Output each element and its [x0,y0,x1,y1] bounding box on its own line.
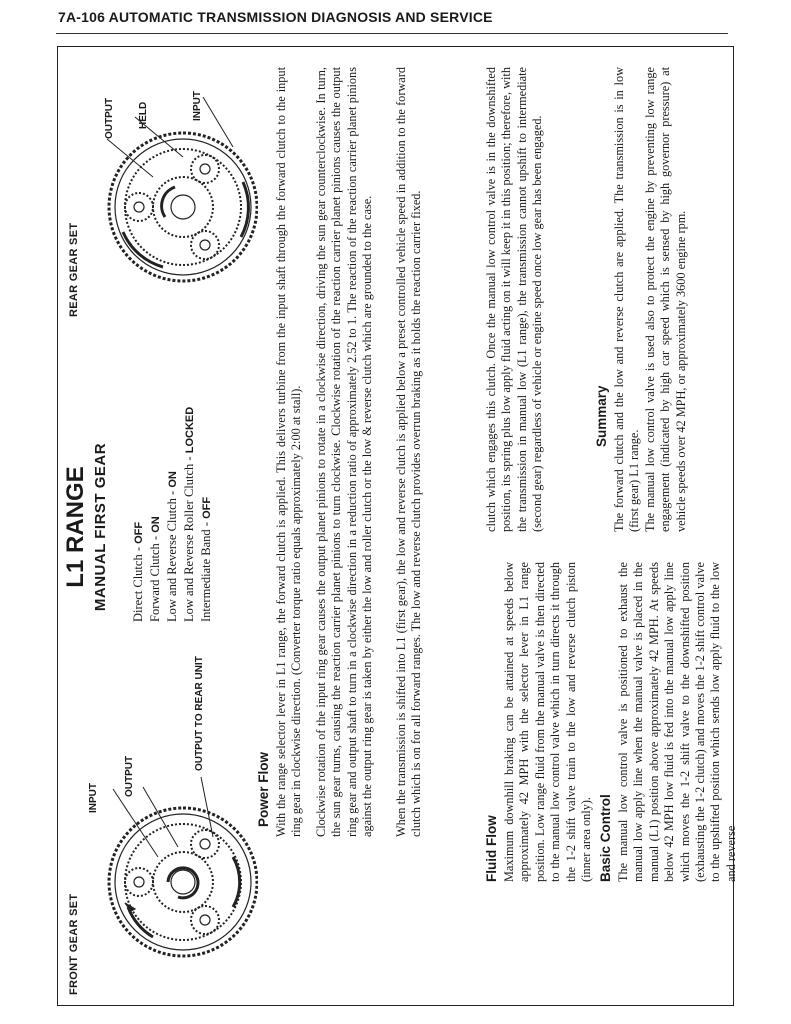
range-subtitle: MANUAL FIRST GEAR [92,442,109,612]
continued-text: clutch which engages this clutch. Once the manual low control valve is in the downshifted position, its spring plus low apply fluid acting on it will keep it in this position; therefore, with the transmission in manual low (L1 range), the transmission cannot upshift to intermediate (second gear) regardless of vehicle or engine speed once low gear has been engaged. [484,67,545,532]
rear-callout-held: HELD [138,101,149,129]
rear-callout-output: OUTPUT [104,97,115,139]
front-gear-set-diagram [83,757,258,1007]
power-flow-paragraph: With the range selector lever in L1 range, the forward clutch is applied. This delivers turbine from the input shaft through the forward clutch to the input ring gear in clockwise direction. (Converter torque ratio equals approximately 2:00 at stall). [274,67,304,837]
fluid-flow-heading: Fluid Flow [484,815,499,882]
page-header: 7A-106 AUTOMATIC TRANSMISSION DIAGNOSIS AND SERVICE [58,9,493,25]
clutch-state-list [130,407,215,622]
rotated-content [58,47,738,1007]
summary-paragraph: The manual low control valve is used also to protect the engine by preventing low range engagement (indicated by high car speed which is sensed by high governor pressure) at vehicle speeds over 42 MPH, or approximately 3600 engine rpm. [643,67,688,532]
summary-heading: Summary [594,385,609,447]
rear-gear-set-title: REAR GEAR SET [68,222,80,317]
clutch-state-item: Direct Clutch - OFF [131,521,145,622]
rear-callout-lines [107,97,233,177]
fluid-flow-text: Maximum downhill braking can be attained at speeds below approximately 42 MPH with the selector lever in L1 range position. Low range fluid from the manual valve is then directed to the manual low control valve which in turn directs it through the 1-2 shift valve train to the low and reverse clutch piston (inner area only). [502,562,594,882]
rear-gear-drawing [109,133,257,281]
clutch-state-item: Low and Reverse Clutch - ON [165,471,179,622]
front-callout-input: INPUT [88,783,99,813]
clutch-state-item: Low and Reverse Roller Clutch - LOCKED [182,406,196,622]
power-flow-paragraph: When the transmission is shifted into L1 (first gear), the low and reverse clutch is applied below a preset controlled vehicle speed in addition to the forward clutch which is on for all forward ranges. The low and reverse clutch provides overrun braking as it holds the reaction carrier fixed. [394,67,424,837]
power-flow-paragraph: Clockwise rotation of the input ring gear causes the output planet pinions to rotate in a clockwise direction, driving the sun gear counterclockwise. In turn, the sun gear turns, causing the reaction carrier planet pinions to turn clockwise. Clockwise rotation of the reaction carrier planet pinions causes the output ring gear and output shaft to turn in a clockwise direction in a reduction ratio of approximately 2.52 to 1. The reaction of the reaction carrier planet pinions against the output ring gear is taken by either the low and roller clutch or the low & reverse clutch which are grounded to the case. [314,67,375,837]
front-callout-output-to-rear: OUTPUT TO REAR UNIT [194,656,205,771]
clutch-state-item: Forward Clutch - ON [148,516,162,622]
summary-paragraph: The forward clutch and the low and reverse clutch are applied. The transmission is in low (first gear) L1 range. [612,67,642,532]
front-callout-output: OUTPUT [124,755,135,797]
clutch-state-item: Intermediate Band - OFF [199,496,213,622]
front-gear-drawing [109,808,257,956]
range-title: L1 RANGE [62,466,89,588]
rear-callout-input: INPUT [192,91,203,121]
header-rule [56,33,728,34]
basic-control-heading: Basic Control [598,794,613,882]
power-flow-heading: Power Flow [256,751,271,827]
basic-control-text: The manual low control valve is positioned to exhaust the manual low apply line when the manual valve is placed in the manual (L1) position above approximately 42 MPH. At speeds below 42 MPH low fluid is fed into the manual low apply line which moves the 1-2 shift valve to the downshifted position (exhausting the 1-2 clutch) and moves the 1-2 shift control valve to the upshifted position which sends low apply fluid to the low and reverse [616,562,738,882]
content-frame [57,46,738,1006]
front-gear-set-title: FRONT GEAR SET [68,893,80,995]
